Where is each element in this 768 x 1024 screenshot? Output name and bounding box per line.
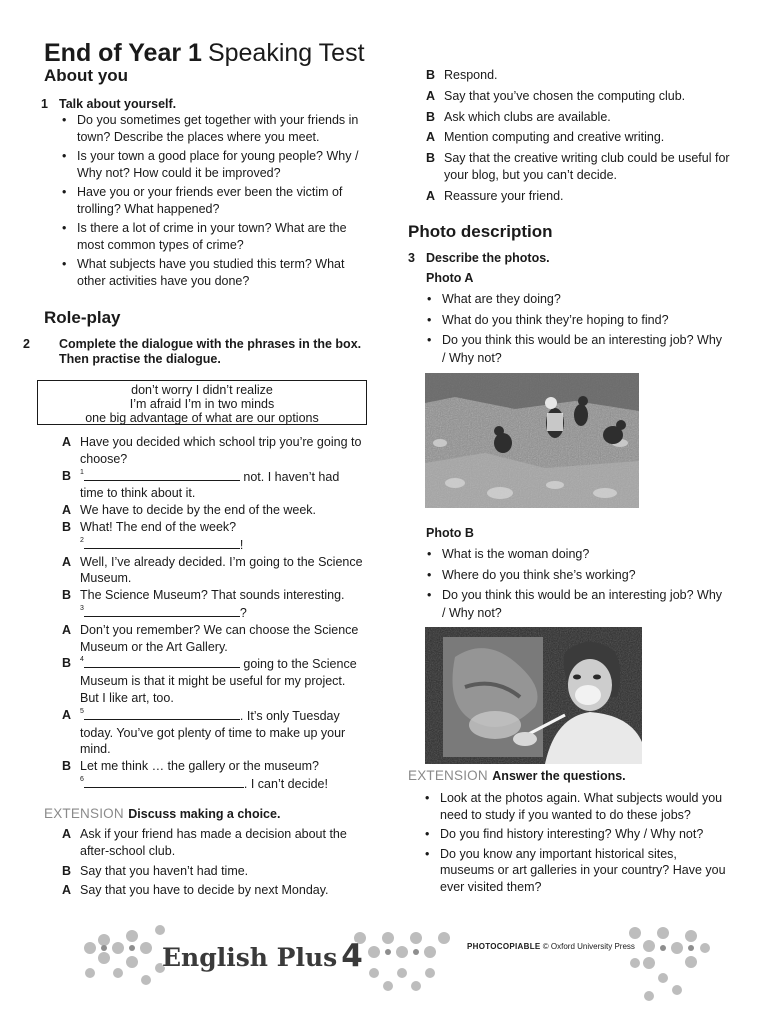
bullet-icon: • — [427, 292, 432, 306]
speaker-label: A — [62, 883, 72, 898]
list-item: • Is your town a good place for young people? Why / Why not? How could it be improved? — [62, 149, 359, 180]
blank-number: 5 — [80, 707, 84, 715]
extension-label: EXTENSION — [408, 768, 488, 783]
dialogue-line: A Mention computing and creative writing. — [426, 130, 665, 145]
dialogue-line: B $^1$ not. I haven’t had time to think about it. — [62, 468, 340, 501]
speaker-label: B — [62, 863, 72, 878]
dialogue-line: A Reassure your friend. — [426, 188, 564, 203]
speaker-label: B — [62, 588, 72, 603]
speaker-label: B — [62, 519, 72, 534]
role-play-dialogue — [44, 434, 366, 793]
speaker-label: A — [426, 188, 436, 203]
list-item: • Do you think this would be an interesting job? Why / Why not? — [427, 588, 723, 620]
phrase-box-line: I’m afraid I’m in two minds — [129, 397, 275, 411]
speaker-label: B — [426, 68, 436, 82]
extension-dialogue-left — [44, 826, 366, 899]
photo-b-questions — [426, 546, 726, 625]
dialogue-line: B Say that the creative writing club could be useful for your blog, but you can’t decide. — [426, 151, 730, 182]
answer-blank — [84, 604, 240, 617]
speaker-label: B — [62, 759, 72, 774]
list-item: • Do you sometimes get together with your friends in town? Describe the places where you meet. — [62, 113, 359, 144]
answer-blank — [84, 775, 244, 788]
photo-a-questions — [426, 291, 726, 370]
dialogue-line: B $^4$ going to the Science Museum is that it might be useful for my project. But I like art, too. — [62, 656, 357, 705]
copyright-note: PHOTOCOPIABLE © Oxford University Press — [467, 942, 635, 951]
speaker-label: B — [62, 656, 72, 671]
speaker-label: A — [62, 707, 72, 722]
list-item: • What subjects have you studied this term? What other activities have you done? — [62, 257, 345, 288]
dialogue-line: B Ask which clubs are available. — [426, 109, 611, 124]
photo-description-heading: Photo description — [408, 222, 553, 241]
dialogue-line: A Say that you have to decide by next Monday. — [62, 883, 329, 898]
dialogue-line: A $^5$ . It’s only Tuesday today. You’ve got plenty of time to make up your mind. — [62, 707, 346, 757]
speaker-label: B — [62, 468, 72, 483]
bullet-icon: • — [62, 113, 67, 127]
photo-b-restorer — [425, 627, 642, 764]
bullet-icon: • — [427, 588, 432, 602]
answer-blank — [84, 536, 240, 549]
bullet-icon: • — [62, 185, 67, 199]
dialogue-line: A Don’t you remember? We can choose the Science Museum or the Art Gallery. — [62, 622, 359, 654]
speaker-label: B — [426, 151, 436, 166]
speaker-label: A — [62, 622, 72, 637]
page-title — [44, 32, 365, 69]
list-item: • Do you know any important historical sites, museums or art galleries in your country? Have you ever visited them? — [425, 846, 726, 894]
role-play-extension-heading: EXTENSION Discuss making a choice. — [44, 806, 281, 821]
speaker-label: A — [426, 88, 436, 103]
bullet-icon: • — [62, 257, 67, 271]
photo-a-excavation — [425, 373, 639, 508]
dialogue-line: B Say that you haven’t had time. — [62, 863, 249, 878]
dialogue-line: A Ask if your friend has made a decision about the after-school club. — [62, 827, 347, 858]
blank-number: 3 — [80, 604, 84, 612]
task-3-label: 3 Describe the photos. — [408, 251, 550, 265]
speaker-label: A — [62, 554, 72, 569]
list-item: • Look at the photos again. What subjects would you need to study if you wanted to do these jobs? — [425, 791, 723, 822]
dialogue-line: A Well, I’ve already decided. I’m going to the Science Museum. — [62, 554, 363, 586]
extension-label: EXTENSION — [44, 806, 124, 821]
list-item: • What is the woman doing? — [426, 546, 726, 564]
list-item: • Is there a lot of crime in your town? What are the most common types of crime? — [62, 221, 347, 252]
bullet-icon: • — [427, 567, 432, 582]
extension-dialogue-right — [408, 67, 732, 205]
list-item: • What do you think they’re hoping to find? — [426, 312, 726, 330]
list-item: • What are they doing? — [426, 291, 726, 309]
photo-extension-questions — [424, 790, 730, 898]
speaker-label: A — [62, 435, 72, 449]
blank-number: 1 — [80, 468, 84, 476]
bullet-icon: • — [427, 547, 432, 561]
blank-number: 6 — [80, 775, 84, 783]
speaker-label: A — [62, 827, 72, 841]
dialogue-line: B What! The end of the week? $^2$ ! — [62, 519, 244, 552]
dialogue-line: B The Science Museum? That sounds interesting. $^3$ ? — [62, 588, 345, 620]
answer-blank — [84, 707, 240, 720]
dialogue-line: A Have you decided which school trip you’re going to choose? — [62, 435, 362, 466]
speaker-label: B — [426, 109, 436, 124]
about-you-questions — [61, 112, 361, 292]
list-item: • Do you find history interesting? Why / Why not? — [425, 827, 704, 841]
photo-a-label: Photo A — [426, 271, 474, 285]
speaker-label: A — [62, 503, 72, 518]
phrase-box-line: don’t worry I didn’t realize — [131, 383, 273, 397]
answer-blank — [84, 655, 240, 668]
title-bold: End of Year 1 — [44, 39, 202, 67]
photo-extension-heading: EXTENSION Answer the questions. — [408, 768, 626, 783]
answer-blank — [84, 468, 240, 481]
dialogue-line: A Say that you’ve chosen the computing club. — [426, 88, 686, 103]
bullet-icon: • — [427, 333, 432, 347]
blank-number: 4 — [80, 656, 84, 664]
phrase-box-line: one big advantage of what are our options — [85, 411, 319, 425]
bullet-icon: • — [425, 827, 430, 841]
bullet-icon: • — [62, 149, 67, 163]
list-item: • Have you or your friends ever been the victim of trolling? What happened? — [62, 185, 343, 216]
photo-b-label: Photo B — [426, 526, 474, 540]
list-item: • Do you think this would be an interesting job? Why / Why not? — [427, 333, 723, 365]
role-play-heading: Role-play — [44, 308, 121, 327]
blank-number: 2 — [80, 536, 84, 544]
title-rest: Speaking Test — [207, 39, 365, 67]
task-2-label: 2 Complete the dialogue with the phrases in the box. Then practise the dialogue. — [23, 337, 362, 366]
footer-banner — [80, 918, 720, 1008]
bullet-icon: • — [62, 221, 67, 235]
phrase-box — [37, 380, 367, 425]
dialogue-line: B Respond. — [426, 68, 498, 82]
bullet-icon: • — [425, 846, 430, 861]
dialogue-line: B Let me think … the gallery or the museum? $^6$ . I can’t decide! — [62, 759, 328, 791]
bullet-icon: • — [427, 312, 432, 327]
task-1-label: 1 Talk about yourself. — [41, 97, 177, 111]
dialogue-line: A We have to decide by the end of the week. — [62, 503, 317, 518]
speaker-label: A — [426, 130, 436, 145]
bullet-icon: • — [425, 791, 430, 805]
brand-logo: English Plus 4 — [162, 938, 363, 974]
about-you-heading: About you — [44, 66, 129, 85]
list-item: • Where do you think she’s working? — [426, 567, 726, 585]
